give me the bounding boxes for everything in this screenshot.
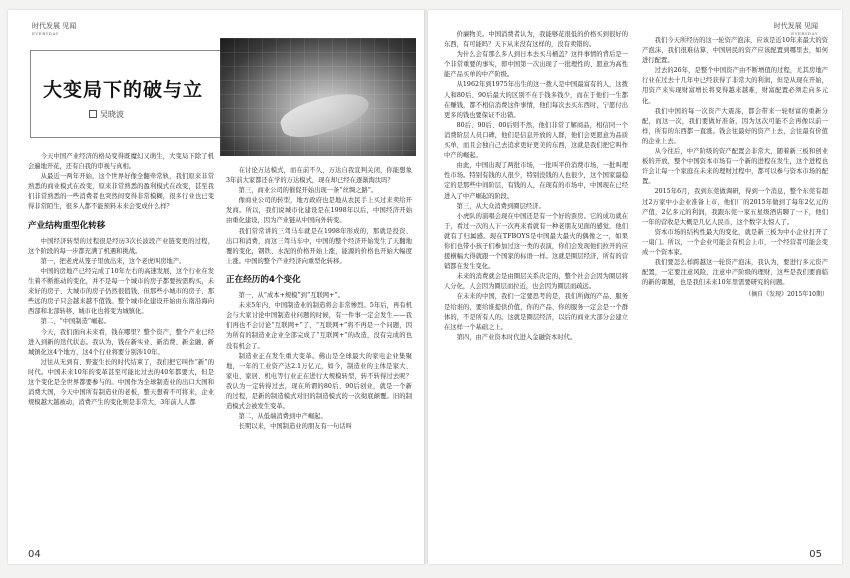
page-number-right: 05 [809,549,822,560]
paragraph: 长期以来，中国制造业的朋友有一句话叫 [238,423,352,431]
paragraph: 2015年6月，我到东莞做调研，得到一个消息，整个东莞有超过2万家中小企业准备上市，他们厂的2015年做到了每年2亿元的产值，2亿多元的利润，我跟东莞一家五星级酒店聊了一下，他们一年的营收是大概是几亿人民币，这个数字太惊人了。 [642,188,828,226]
running-head-cn: 时代发展 [32,22,60,30]
paragraph: 我们要怎么样跨越这一轮资产泡沫，我认为，要进行多元资产配置，一定要注意风险，注意中产阶级的理财，这些是我们要面临的新的课题，也是我们未来10年里需要研究的问题。 [642,259,828,287]
paragraph: 中国经济转型的过程很是经历3次长波段产业链变更的过程，这个阶段的每一步都充满了机遇和挑战。 [28,237,214,255]
paragraph: 过往从无到有、野蛮生长的时代结束了，我们把它叫作“新”的时代。中国未来10年的变革甚至可能比过去的40年都要大，但是这个变化是全世界都要参与的。中国作为全球制造业的出口大国和消费大国，今天中国所有制造业的老板，整天想着不可将来，企业规模越大越被动，消费产生的变化则是非常大，3年前人人都 [28,358,214,407]
header-photo [220,38,416,156]
running-head-sub: 见闻 [804,22,818,30]
paragraph: 资本市场的结构性最大的变化，就是新三板为中小企业打开了一扇门。所以，一个企业可能会有机会上市，一个经营者可能会变成一个资本家。 [642,228,828,256]
left-column-1 [28,152,214,552]
paragraph: 中国的房地产已经完成了10年左右的高速发展，这个行业在发生着不断推动的变化，并不是每一个城市的房子都要按需购买，未来好的房子、大城市的房子仍然很值钱，但那些小城市的房子、那些远的房子只会越来越不值钱。整个城市化建设开始由东南沿海向西部和北部转移，城市化也将变为城镇化。 [28,267,214,316]
right-column-2 [642,36,828,552]
paragraph: 价廉物美。中国消费者认为，我能够花很低的价格买到很好的东西，有可能吗？天下从来没有这样的，没有卖错的。 [444,31,628,49]
running-head-left [32,22,76,38]
paragraph: 小虎队的演唱会现在中国还是有一个好的票房。它的成功就在于，看过一次的人下一次再来看就有一种老朋友见面的感觉，他们就有了归属感。现在TFBOYS是中国最大最火的偶像之一，如果你们也带小孩子们参加过这一类的表演，你们会发现他们拉开的应援横幅大得就跟一个国家的标语一样。这就是圈层经济，所有的营销都在发生变化。 [444,212,628,271]
running-head-sub: 见闻 [62,22,77,30]
paragraph: 第二，“中国制造”崛起。 [40,318,111,326]
paragraph: 制造业正在发生重大变革。佛山是全球最大的家电企业集聚地，一年的工业资产达2.1万亿元，如今，制造业的主体是家大、家电、家居、机电等行业正在进行大规模转型，转不转得过去呢？我认为一定转得过去，现在所谓的80后、90后创业，就是一个新的过程，是新的制造模式对旧的制造模式的一次彻底颠覆。旧的制造模式会被发生变革。 [226,352,412,411]
paragraph: 过去的26年，是整个中国资产由不断增值的过程，尤其房地产行业在过去十几年中已经获得了非常大的利润，但是从现在开始，用资产来实现财富增长将变得越来越难，财富配置必须走向多元化。 [642,67,828,105]
running-head-en: EVERYDAY [32,31,59,36]
paragraph: 第一，从“成本+规模”到“互联网+”。 [238,292,344,300]
paragraph: 未来的消费就会是由圈层关系决定的，整个社会会因为圈层将人分化，人会因为圈层而拉近，也会因为圈层而疏远。 [444,273,628,291]
left-column-2 [226,166,412,552]
paragraph: 在讨论万达模式，而在前不久，万达自我宣判关闭，你能想象3年前大家都还在学的万达模式，现在却已经在逐渐淘汰吗？ [226,167,412,185]
paragraph: 从最近一两年开始，这个世界好像全翻牵常轨，我们原来非常熟悉的商业模式在改变，原来非常熟悉的盈利模式在改变，甚至我们非常熟悉的一些消费者也突然间变得非常模糊，很多行业也已变得非常陌生，很多人都不能预料未来会变成什么样？ [28,173,214,211]
photo-grid [220,38,416,156]
article-title-box [30,50,222,138]
paragraph: 今天，我们面向未来看，钱在哪里？整个资产，整个产业已经进入到新的迭代状态。我认为，钱在新实业、新消费、新金融、新城镇化这4个地方，这4个行业将要分别涉10年。 [28,328,214,356]
author-square-icon [89,110,97,118]
paragraph: 第三，商业公司的催促开始出现一条“丝绸之路”。 [238,187,378,195]
paragraph: 我们常常讲的三驾马车就是在1998年形成的，那就是投资、出口和消费，而这三驾马车中，中国的整个经济开始发生了天翻地覆的变化，钢铁、水泥的价格开始上涨，能源的价格也开始大幅度上涨。中国的整个产业经济向重型化转移。 [226,227,412,265]
paragraph: 从1962年到1975年出生的这一拨人是中国最富有的人，这拨人和80后、90后最大的区别不在于钱多钱少，而在于他们一生都在赚钱，都不相信消费这件事情，他们每次去买东西时，宁愿付出更多的钱也要保证不出错。 [444,81,628,119]
running-head-en: EVERYDAY [791,31,818,36]
paragraph: 像商业公司的转型，地方政府也是地从农民手上买过来卖给开发商。所以，我们说城市化建设是在1998年以后，中国经济开始由重化建设，因为产业链从中国向外转变。 [226,197,412,225]
right-page [428,10,842,564]
paragraph: 从今往后，中产阶级的资产配置会非常大，随着新三板和创业板的开放，整个中国资本市场有一个新的进程在发生，这个进程也许会让每一个家庭在未来的理财过程中，都可以参与资本市场的配置。 [642,148,828,186]
paragraph: 今天中国产业经济的格局变得既魔幻又萌生，大变局下除了机会遍地开花，还有自我的审视与真相。 [28,153,214,171]
running-head-cn: 时代发展 [773,22,802,30]
paragraph: 80后、90后、00后则不然，他们非常了解商品，相信同一个消费阶层人员口碑，他们是信息开放的人群，他们会更愿意为品质买单，而且会独自己去追求更好更美的东西，这就是我们把它叫作中产的崛起。 [444,121,628,160]
paragraph: 未来5年内，中国制造业的制造将会非常惨烈。5年后，再有机会与大家讨论中国制造业问题的时候，有一件事一定会发生——我们再也不会讨论“互联网+”了，“互联网+”将不再是一个问题，因为所有的制造业企业全部完成了“互联网+”的改造，没有完成的也没有机会了。 [226,302,412,350]
paragraph: 为什么会有那么多人到日本去买马桶盖？这件事情的背后是一个非常重要的事实，即中国第一次出现了一批理性的、愿意为高性能产品买单的中产阶级。 [444,51,628,79]
paragraph: 第二，从低端消费到中产崛起。 [238,413,327,421]
section-heading: 正在经历的4个变化 [226,274,301,285]
paragraph: 我们中国的每一次资产大震荡，都会带来一轮财富的重新分配，而这一次，我们要做好准备，因为这次可能不会再像以前一样，所有的东西都一直涨。钱会往最好的资产上去，会往最有价值的企业上去。 [642,107,828,145]
article-source: （摘自《发现》2015年10期） [745,291,828,299]
article-title: 大变局下的破与立 [43,79,204,101]
paragraph: 我们今天所经历的这一轮资产泡沫，应该是近10年来最大的资产泡沫，我们很难估算，中国居民的资产应该配置到哪里去，如何进行配置。 [642,37,828,65]
right-column-1 [444,30,628,552]
paragraph: 第一，把老虎从笼子里放出来，这个老虎叫房地产。 [40,257,186,265]
section-heading: 产业结构重型化转移 [28,220,106,231]
author-name: 吴晓波 [100,110,124,119]
paragraph: 在未来的中国，我们一定要思考的是，我们所做的产品、服务是给谁的，要给谁提供价值，你的产品、你的服务一定会是一个群体的，不是所有人的。这就是圈层经济，以后的商业大部分会建立在这样一个基础之上。 [444,293,628,331]
paragraph: 由此，中国出现了两批市场，一批叫平价消费市场，一批叫理性市场。特别有钱的人很少，特别没钱的人也很少，这个国家最稳定的是那些中间阶层，有钱的人，在现有的市场中，中国现在已经进入了中产崛起的阶段。 [444,162,628,200]
paragraph: 第四，由产业资本时代进入金融资本时代。 [456,333,577,341]
paragraph: 第三，从大众消费到圈层经济。 [456,202,545,210]
article-author [89,109,124,120]
page-number-left: 04 [28,549,41,560]
left-page [8,10,426,564]
